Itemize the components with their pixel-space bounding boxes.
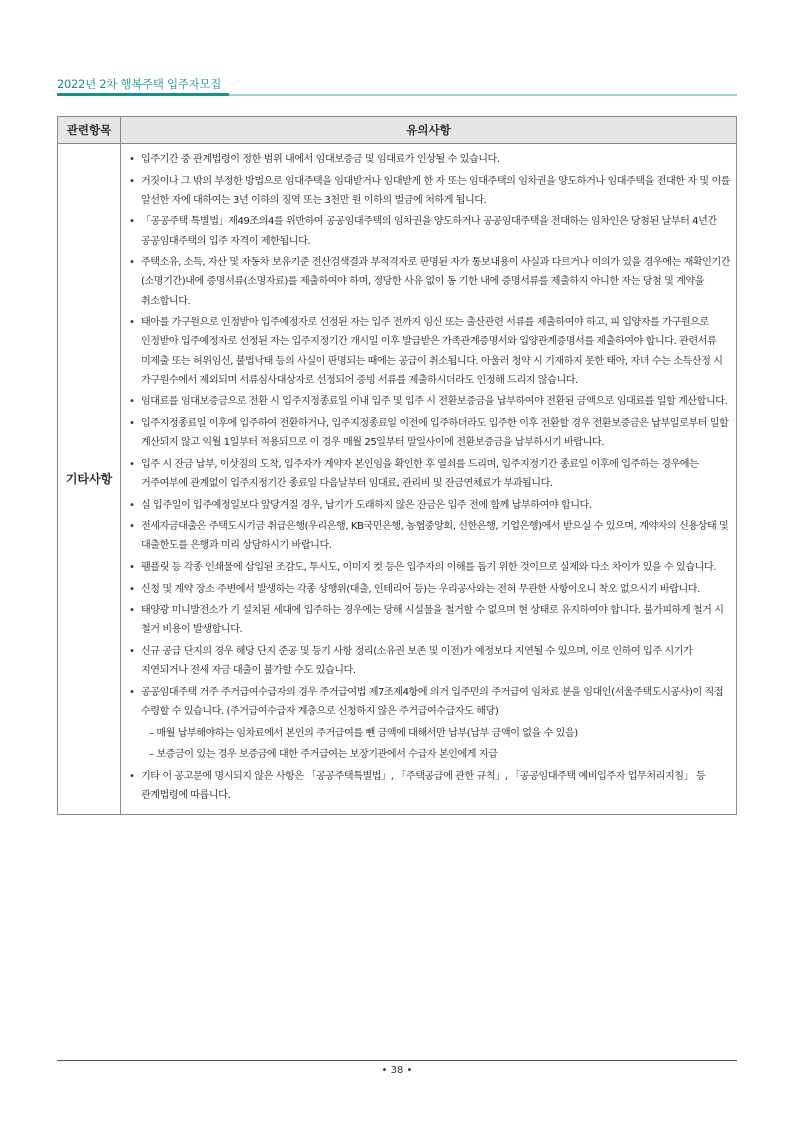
notes-cell [121,144,737,815]
note-item-13: • 태양광 미니발전소가 기 설치된 세대에 입주하는 경우에는 당해 시설물을 철거할 수 없으며 현 상태로 유지하여야 합니다. 불가피하게 철거 시 철거 비용이 발생합니다. [127,601,732,639]
note-item-15: • 공공임대주택 거주 주거급여수급자의 경우 주거급여법 제7조제4항에 의거 입주민의 주거급여 임차료 분을 임대인(서울주택도시공사)이 직접 수령할 수 있습니다. (주거급여수급자 계층으로 신청하지 않은 주거급여수급자도 해당) [127,683,732,721]
category-cell: 기타사항 [58,144,121,815]
note-item-6: • 임대료를 임대보증금으로 전환 시 입주지정종료일 이내 입주 및 입주 시 전환보증금을 납부하여야 전환된 금액으로 임대료를 일할 계산합니다. [127,392,732,411]
note-item-12: • 신청 및 계약 장소 주변에서 발생하는 각종 상행위(대출, 인테리어 등)는 우리공사와는 전혀 무관한 사항이오니 착오 없으시기 바랍니다. [127,580,732,599]
note-sub-item-1: – 매월 납부해야하는 임차료에서 본인의 주거급여를 뺀 금액에 대해서만 납부(납부 금액이 없을 수 있음) [149,727,578,739]
note-item-9: • 실 입주일이 입주예정일보다 앞당겨질 경우, 납기가 도래하지 않은 잔금은 입주 전에 함께 납부하여야 합니다. [127,496,732,515]
column-header-category: 관련항목 [58,117,121,144]
page-number: • 38 • [381,1065,413,1076]
note-item-2: • 거짓이나 그 밖의 부정한 방법으로 임대주택을 임대받거나 임대받게 한 자 또는 임대주택의 임차권을 양도하거나 임대주택을 전대한 자 및 이를 알선한 자에 대하여는 3년 이하의 징역 또는 3천만 원 이하의 벌금에 처하게 됩니다. [127,172,732,210]
table-header-row [58,117,737,144]
document-header-title: 2022년 2차 행복주택 입주자모집 [57,77,222,91]
footer-rule [57,1060,737,1061]
table-row [58,144,737,815]
note-item-5: • 태아를 가구원으로 인정받아 입주예정자로 선정된 자는 입주 전까지 임신 또는 출산관련 서류를 제출하여야 하고, 피 입양자를 가구원으로 인정받아 입주예정자로 선정된 자는 입주지정기간 개시일 이후 발급받은 가족관계증명서와 입양관계증명서를 제출하여야 합니다. 관련서류 미제출 또는 허위임신, 불법낙태 등의 사실이 판명되는 때에는 공급이 취소됩니다. 아울러 청약 시 기재하지 못한 태아, 자녀 수는 소득산정 시 가구원수에서 제외되며 서류심사대상자로 선정되어 증빙 서류를 제출하시더라도 인정해 드리지 않습니다. [127,313,732,390]
note-item-8: • 입주 시 잔금 납부, 이삿짐의 도착, 입주자가 계약자 본인임을 확인한 후 열쇠를 드리며, 입주지정기간 종료일 이후에 입주하는 경우에는 거주여부에 관계없이 입주지정기간 종료일 다음날부터 임대료, 관리비 및 잔금연체료가 부과됩니다. [127,455,732,493]
note-item-10: • 전세자금대출은 주택도시기금 취급은행(우리은행, KB국민은행, 농협중앙회, 신한은행, 기업은행)에서 받으실 수 있으며, 계약자의 신용상태 및 대출한도를 은행과 미리 상담하시기 바랍니다. [127,517,732,555]
note-sub-item-2: – 보증금이 있는 경우 보증금에 대한 주거급여는 보장기관에서 수급자 본인에게 지급 [149,749,498,761]
notes-list [127,150,732,805]
column-header-notes: 유의사항 [121,117,737,144]
note-item-4: • 주택소유, 소득, 자산 및 자동차 보유기준 전산검색결과 부적격자로 판명된 자가 통보내용이 사실과 다르거나 이의가 있을 경우에는 재확인기간(소명기간)내에 증명서류(소명자료)를 제출하여야 하며, 정당한 사유 없이 동 기한 내에 증명서류를 제출하지 아니한 자는 당첨 및 계약을 취소합니다. [127,253,732,311]
note-item-3: • 「공공주택 특별법」제49조의4를 위반하여 공공임대주택의 임차권을 양도하거나 공공임대주택을 전대하는 임차인은 당첨된 날부터 4년간 공공임대주택의 입주 자격이 제한됩니다. [127,212,732,250]
notice-table [57,116,737,815]
header-rule-accent [57,93,229,96]
note-item-11: • 팸플릿 등 각종 인쇄물에 삽입된 조감도, 투시도, 이미지 컷 등은 입주자의 이해를 돕기 위한 것이므로 실제와 다소 차이가 있을 수 있습니다. [127,558,732,577]
note-item-14: • 신규 공급 단지의 경우 해당 단지 준공 및 등기 사항 정리(소유권 보존 및 이전)가 예정보다 지연될 수 있으며, 이로 인하여 입주 시기가 지연되거나 전세 자금 대출이 불가할 수도 있습니다. [127,642,732,680]
note-item-7: • 입주지정종료일 이후에 입주하여 전환하거나, 입주지정종료일 이전에 입주하더라도 입주한 이후 전환할 경우 전환보증금은 납부일로부터 일할 계산되지 않고 익월 1일부터 적용되므로 이 경우 매월 25일부터 말일사이에 전환보증금을 납부하시기 바랍니다. [127,414,732,452]
note-item-1: • 입주기간 중 관계법령이 정한 범위 내에서 임대보증금 및 임대료가 인상될 수 있습니다. [127,150,732,169]
note-item-last: • 기타 이 공고문에 명시되지 않은 사항은 「공공주택특별법」, 「주택공급에 관한 규칙」, 「공공임대주택 예비입주자 업무처리지침」 등 관계법령에 따릅니다. [127,767,732,805]
